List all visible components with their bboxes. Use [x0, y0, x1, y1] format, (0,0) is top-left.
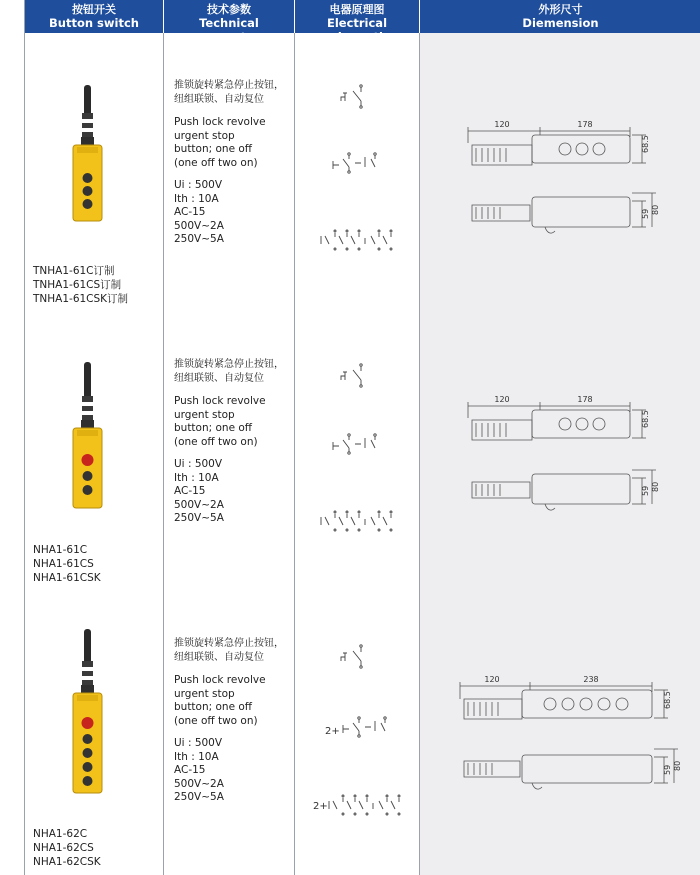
schematic-cell [295, 312, 420, 591]
product-cell [25, 33, 164, 312]
spec-value: Ui : 500V [174, 458, 223, 470]
pendant-switch-image [67, 360, 107, 510]
schematic-cell [295, 33, 420, 312]
electrical-schematic-diagram [295, 312, 419, 591]
tech-description-en: button; one off [174, 143, 253, 155]
model-name: NHA1-62CSK [33, 856, 101, 868]
dimension-label: 80 [651, 481, 660, 492]
tech-description-zh: 推锁旋转紧急停止按钮， [174, 80, 284, 91]
dimension-label: 59 [641, 208, 650, 219]
tech-parameters [174, 79, 292, 256]
schematic-cell [295, 591, 420, 875]
tech-description-en: button; one off [174, 701, 253, 713]
dimension-label: 68.5 [663, 691, 672, 709]
tech-description-en: Push lock revolve [174, 674, 266, 686]
product-table [24, 0, 700, 875]
spec-value: Ith : 10A [174, 750, 219, 763]
tech-description-en: Push lock revolve [174, 116, 266, 128]
dimension-label: 80 [651, 204, 660, 215]
product-cell [25, 312, 164, 591]
model-list [33, 827, 101, 869]
tech-description-en: button; one off [174, 422, 253, 434]
table-row [25, 33, 700, 312]
tech-cell [164, 33, 295, 312]
model-name: TNHA1-61CS订制 [33, 279, 122, 291]
model-name: NHA1-61C [33, 544, 88, 556]
header-zh: 技术参数 [207, 3, 251, 16]
dimension-label: 120 [494, 395, 510, 404]
model-name: TNHA1-61CSK订制 [33, 293, 129, 305]
tech-parameters [174, 637, 292, 814]
header-technical-parameters [164, 0, 295, 33]
model-list [33, 264, 128, 306]
model-name: TNHA1-61C订制 [33, 265, 115, 277]
dimension-cell [420, 33, 700, 312]
dimension-drawing [420, 312, 700, 591]
table-row [25, 591, 700, 875]
tech-description-zh: 推锁旋转紧急停止按钮， [174, 359, 284, 370]
dimension-label: 178 [577, 395, 593, 404]
dimension-cell [420, 312, 700, 591]
dimension-label: 238 [583, 675, 599, 684]
tech-description-en: Push lock revolve [174, 395, 266, 407]
spec-value: 500V~2A [174, 777, 224, 790]
header-en: Diemension [522, 16, 599, 30]
tech-description-zh: 纽组联锁、自动复位 [174, 373, 264, 384]
header-en: Electrical [326, 16, 388, 30]
header-en: Technical [199, 16, 259, 30]
tech-cell [164, 591, 295, 875]
tech-description-en: urgent stop [174, 408, 235, 421]
model-list [33, 543, 101, 585]
spec-value: Ith : 10A [174, 471, 219, 484]
header-zh: 电器原理图 [329, 3, 385, 16]
dimension-label: 178 [577, 120, 593, 129]
electrical-schematic-diagram [295, 33, 419, 312]
dimension-label: 120 [484, 675, 500, 684]
header-zh: 外形尺寸 [538, 3, 583, 16]
spec-value: AC-15 [174, 485, 206, 497]
dimension-label: 68.5 [641, 135, 650, 153]
tech-parameters [174, 358, 292, 535]
dimension-drawing [420, 591, 700, 875]
schematic-prefix: 2+ [325, 726, 340, 737]
schematic-prefix: 2+ [313, 801, 328, 812]
electrical-schematic-diagram [295, 591, 419, 875]
table-header [25, 0, 700, 33]
header-button-switch [25, 0, 164, 33]
spec-value: 500V~2A [174, 219, 224, 232]
dimension-label: 59 [641, 485, 650, 496]
model-name: NHA1-62CS [33, 842, 94, 854]
header-electrical-schematic [295, 0, 420, 33]
spec-value: AC-15 [174, 764, 206, 776]
dimension-drawing [420, 33, 700, 312]
tech-description-en: urgent stop [174, 129, 235, 142]
spec-value: 250V~5A [174, 233, 224, 245]
dimension-label: 68.5 [641, 410, 650, 428]
pendant-switch-image [67, 83, 107, 223]
dimension-cell [420, 591, 700, 875]
spec-value: Ui : 500V [174, 179, 223, 191]
tech-description-en: (one off two on) [174, 156, 258, 169]
spec-value: 500V~2A [174, 498, 224, 511]
spec-value: Ith : 10A [174, 192, 219, 205]
tech-cell [164, 312, 295, 591]
header-dimension [420, 0, 700, 33]
header-en: Button switch [49, 16, 139, 30]
tech-description-en: (one off two on) [174, 714, 258, 727]
tech-description-zh: 纽组联锁、自动复位 [174, 652, 264, 663]
tech-description-zh: 纽组联锁、自动复位 [174, 94, 264, 105]
spec-value: AC-15 [174, 206, 206, 218]
model-name: NHA1-61CSK [33, 572, 101, 584]
spec-value: 250V~5A [174, 791, 224, 803]
product-cell [25, 591, 164, 875]
table-row [25, 312, 700, 591]
tech-description-en: (one off two on) [174, 435, 258, 448]
tech-description-zh: 推锁旋转紧急停止按钮， [174, 638, 284, 649]
dimension-label: 120 [494, 120, 510, 129]
tech-description-en: urgent stop [174, 687, 235, 700]
model-name: NHA1-61CS [33, 558, 94, 570]
dimension-label: 59 [663, 764, 672, 775]
spec-value: Ui : 500V [174, 737, 223, 749]
header-zh: 按钮开关 [72, 3, 116, 16]
dimension-label: 80 [673, 760, 682, 771]
spec-value: 250V~5A [174, 512, 224, 524]
pendant-switch-image [67, 627, 107, 797]
model-name: NHA1-62C [33, 828, 88, 840]
